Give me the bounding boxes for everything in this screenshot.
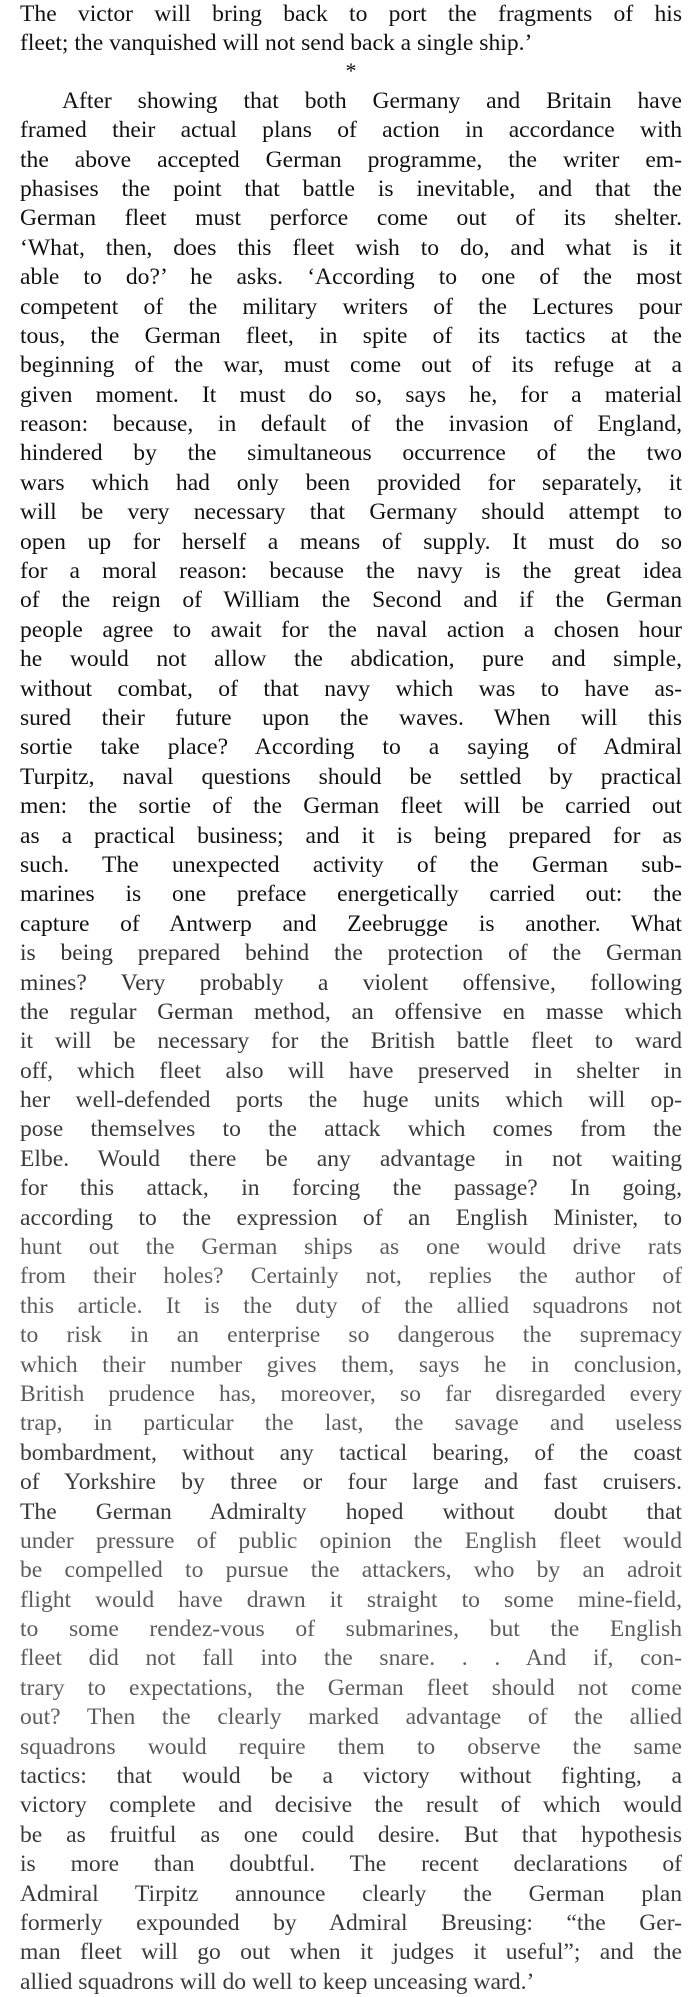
text-line: squadrons would require them to observe the same xyxy=(20,1733,682,1760)
text-line: off, which fleet also will have preserved in shelter in xyxy=(20,1057,682,1084)
text-line: Elbe. Would there be any advantage in not waiting xyxy=(20,1145,682,1172)
text-line: After showing that both Germany and Britain have xyxy=(62,87,682,114)
text-line: people agree to await for the naval action a chosen hour xyxy=(20,616,682,643)
text-line: Admiral Tirpitz announce clearly the German plan xyxy=(20,1880,682,1907)
text-line: Turpitz, naval questions should be settled by practical xyxy=(20,763,682,790)
text-line: flight would have drawn it straight to some mine-field, xyxy=(20,1586,682,1613)
text-line: of Yorkshire by three or four large and fast cruisers. xyxy=(20,1469,682,1496)
text-line: hindered by the simultaneous occurrence of the two xyxy=(20,440,682,467)
text-line: trary to expectations, the German fleet should not come xyxy=(20,1674,682,1701)
text-line: for a moral reason: because the navy is the great idea xyxy=(20,558,682,585)
text-line: able to do?’ he asks. ‘According to one of the most xyxy=(20,264,682,291)
text-line: phasises the point that battle is inevitable, and that the xyxy=(20,175,682,202)
text-line: as a practical business; and it is being prepared for as xyxy=(20,822,682,849)
text-line: out? Then the clearly marked advantage of the allied xyxy=(20,1704,682,1731)
text-line: mines? Very probably a violent offensive, following xyxy=(20,969,682,996)
text-line: man fleet will go out when it judges it useful”; and the xyxy=(20,1939,682,1966)
text-line: the regular German method, an offensive en masse which xyxy=(20,998,682,1025)
opening-quote xyxy=(20,0,682,59)
text-line: fleet; the vanquished will not send back a single ship.’ xyxy=(20,30,533,57)
text-line: is being prepared behind the protection of the German xyxy=(20,940,682,967)
text-line: from their holes? Certainly not, replies the author of xyxy=(20,1263,682,1290)
text-line: men: the sortie of the German fleet will be carried out xyxy=(20,793,682,820)
section-separator: * xyxy=(345,57,357,83)
text-line: trap, in particular the last, the savage and useless xyxy=(20,1410,682,1437)
text-line: sortie take place? According to a saying of Admiral xyxy=(20,734,682,761)
text-line: be compelled to pursue the attackers, who by an adroit xyxy=(20,1557,682,1584)
text-line: pose themselves to the attack which comes from the xyxy=(20,1116,682,1143)
text-line: to some rendez-vous of submarines, but the English xyxy=(20,1616,682,1643)
text-line: fleet did not fall into the snare. . . And if, con- xyxy=(20,1645,682,1672)
text-line: it will be necessary for the British battle fleet to ward xyxy=(20,1028,682,1055)
text-line: beginning of the war, must come out of its refuge at a xyxy=(20,352,682,379)
text-line: tous, the German fleet, in spite of its tactics at the xyxy=(20,322,682,349)
text-line: British prudence has, moreover, so far disregarded every xyxy=(20,1380,682,1407)
text-line: of the reign of William the Second and if the German xyxy=(20,587,682,614)
text-line: marines is one preface energetically carried out: the xyxy=(20,881,682,908)
text-line: hunt out the German ships as one would drive rats xyxy=(20,1234,682,1261)
text-line: this article. It is the duty of the allied squadrons not xyxy=(20,1292,682,1319)
text-line: for this attack, in forcing the passage? In going, xyxy=(20,1175,682,1202)
text-line: The victor will bring back to port the fragments of his xyxy=(20,1,682,27)
text-line: tactics: that would be a victory without fighting, a xyxy=(20,1763,682,1790)
text-line: open up for herself a means of supply. It must do so xyxy=(20,528,682,555)
text-line: the above accepted German programme, the writer em- xyxy=(20,146,682,173)
text-line: German fleet must perforce come out of its shelter. xyxy=(20,205,682,232)
text-line: under pressure of public opinion the English fleet would xyxy=(20,1527,682,1554)
text-line: will be very necessary that Germany should attempt to xyxy=(20,499,682,526)
text-line: which their number gives them, says he in conclusion, xyxy=(20,1351,682,1378)
text-line: such. The unexpected activity of the German sub- xyxy=(20,851,682,878)
text-line: reason: because, in default of the invasion of England, xyxy=(20,411,682,438)
text-line: is more than doubtful. The recent declarations of xyxy=(20,1851,682,1878)
text-line: he would not allow the abdication, pure and simple, xyxy=(20,646,682,673)
article-paragraph xyxy=(20,87,682,1997)
text-line: ‘What, then, does this fleet wish to do, and what is it xyxy=(20,234,682,261)
text-line: competent of the military writers of the Lectures pour xyxy=(20,293,682,320)
text-line: framed their actual plans of action in accordance with xyxy=(20,117,682,144)
text-line: without combat, of that navy which was to have as- xyxy=(20,675,682,702)
text-line: to risk in an enterprise so dangerous the supremacy xyxy=(20,1322,682,1349)
text-line: formerly expounded by Admiral Breusing: “the Ger- xyxy=(20,1910,682,1936)
text-line: her well-defended ports the huge units which will op- xyxy=(20,1087,682,1114)
text-line: victory complete and decisive the result of which would xyxy=(20,1792,682,1819)
text-line: wars which had only been provided for separately, it xyxy=(20,469,682,496)
text-line: bombardment, without any tactical bearing, of the coast xyxy=(20,1439,682,1466)
text-line: sured their future upon the waves. When will this xyxy=(20,704,682,731)
text-line: given moment. It must do so, says he, for a material xyxy=(20,381,682,408)
text-line: according to the expression of an English Minister, to xyxy=(20,1204,682,1231)
text-line: be as fruitful as one could desire. But that hypothesis xyxy=(20,1821,682,1848)
text-line: capture of Antwerp and Zeebrugge is another. What xyxy=(20,910,682,937)
text-line: allied squadrons will do well to keep unceasing ward.’ xyxy=(20,1968,535,1995)
text-line: The German Admiralty hoped without doubt that xyxy=(20,1498,682,1525)
